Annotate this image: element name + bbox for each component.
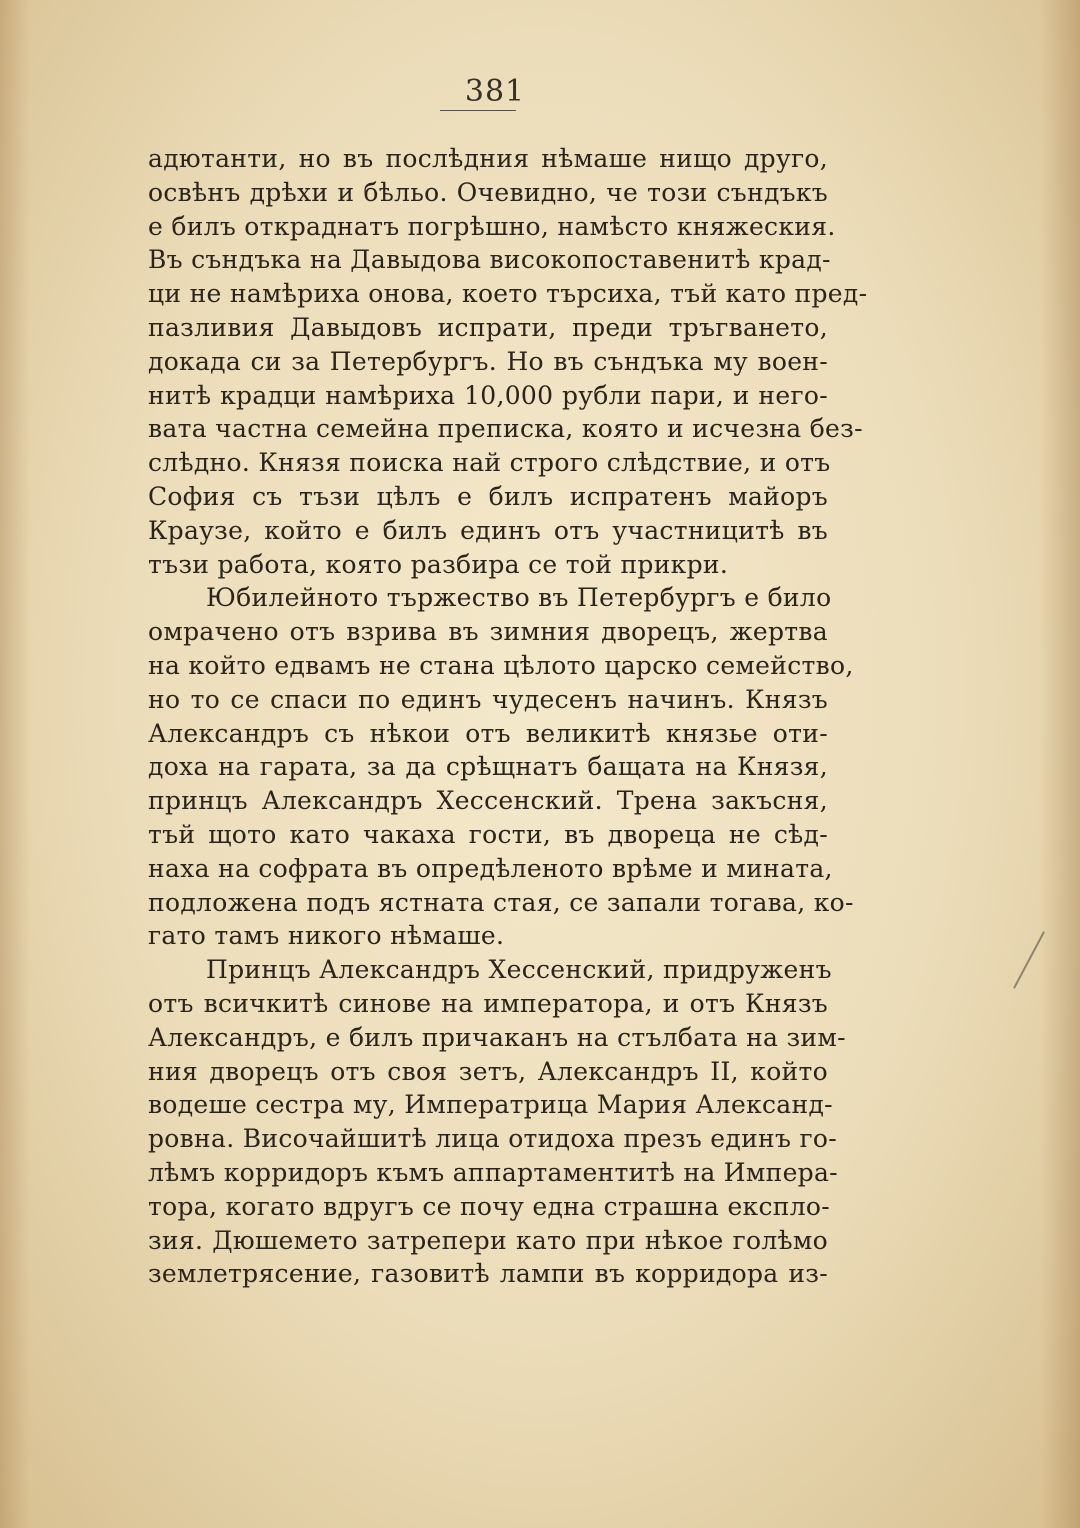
- body-text: [148, 142, 868, 1291]
- text-line: омрачено отъ взрива въ зимния дворецъ, жертва: [148, 617, 828, 647]
- text-line: зия. Дюшемето затрепери като при нѣкое голѣмо: [148, 1225, 828, 1255]
- text-line: отъ всичкитѣ синове на императора, и отъ Князъ: [148, 988, 828, 1018]
- text-line: ровна. Височайшитѣ лица отидоха презъ единъ го-: [148, 1124, 837, 1154]
- text-line: е билъ откраднатъ погрѣшно, намѣсто княжеския.: [148, 211, 836, 241]
- text-line: нитѣ крадци намѣриха 10,000 рубли пари, и него-: [148, 380, 828, 410]
- text-line: Принцъ Александръ Хессенский, придруженъ: [206, 955, 832, 985]
- text-line: доха на гарата, за да срѣщнатъ бащата на Князя,: [148, 752, 828, 782]
- pencil-mark: [1013, 931, 1045, 988]
- text-line: но то се спаси по единъ чудесенъ начинъ. Князъ: [148, 684, 828, 714]
- text-line: София съ тъзи цѣлъ е билъ испратенъ майоръ: [148, 481, 828, 511]
- text-line: гато тамъ никого нѣмаше.: [148, 921, 505, 951]
- text-line: Краузе, който е билъ единъ отъ участницитѣ въ: [148, 515, 828, 545]
- text-line: тора, когато вдругъ се почу една страшна експло-: [148, 1191, 831, 1221]
- text-line: Александръ, е билъ причаканъ на стълбата на зим-: [148, 1022, 846, 1052]
- text-line: ния дворецъ отъ своя зетъ, Александръ II, който: [148, 1056, 828, 1086]
- text-line: пазливия Давыдовъ испрати, преди тръгването,: [148, 312, 828, 342]
- text-line: тъзи работа, която разбира се той прикри.: [148, 549, 729, 579]
- text-line: Въ съндъка на Давыдова високопоставенитѣ крад-: [148, 245, 831, 275]
- text-line: лѣмъ корридоръ къмъ аппартаментитѣ на Импера-: [148, 1157, 838, 1187]
- text-line: на който едвамъ не стана цѣлото царско семейство,: [148, 650, 854, 680]
- text-line: ци не намѣриха онова, което търсиха, тъй като пред-: [148, 279, 868, 309]
- text-line: тъй щото като чакаха гости, въ двореца не сѣд-: [148, 819, 828, 849]
- text-line: землетрясение, газовитѣ лампи въ корридора из-: [148, 1259, 828, 1289]
- text-line: адютанти, но въ послѣдния нѣмаше нищо друго,: [148, 144, 828, 173]
- text-line: вата частна семейна преписка, която и исчезна без-: [148, 414, 863, 444]
- text-line: освѣнъ дрѣхи и бѣльо. Очевидно, че този съндъкъ: [148, 177, 828, 207]
- text-line: слѣдно. Князя поиска най строго слѣдствие, и отъ: [148, 448, 831, 478]
- text-line: Юбилейното тържество въ Петербургъ е било: [206, 583, 832, 613]
- text-line: подложена подъ ястната стая, се запали тогава, ко-: [148, 887, 854, 917]
- page-number: 381: [464, 74, 526, 109]
- text-line: наха на софрата въ опредѣленото врѣме и мината,: [148, 853, 833, 883]
- text-line: докада си за Петербургъ. Но въ съндъка му воен-: [148, 346, 828, 376]
- text-line: водеше сестра му, Императрица Мария Александ-: [148, 1090, 833, 1120]
- page-number-rule: [440, 110, 516, 111]
- text-line: Александръ съ нѣкои отъ великитѣ князье оти-: [148, 718, 828, 748]
- text-line: принцъ Александръ Хессенский. Трена закъсня,: [148, 786, 828, 816]
